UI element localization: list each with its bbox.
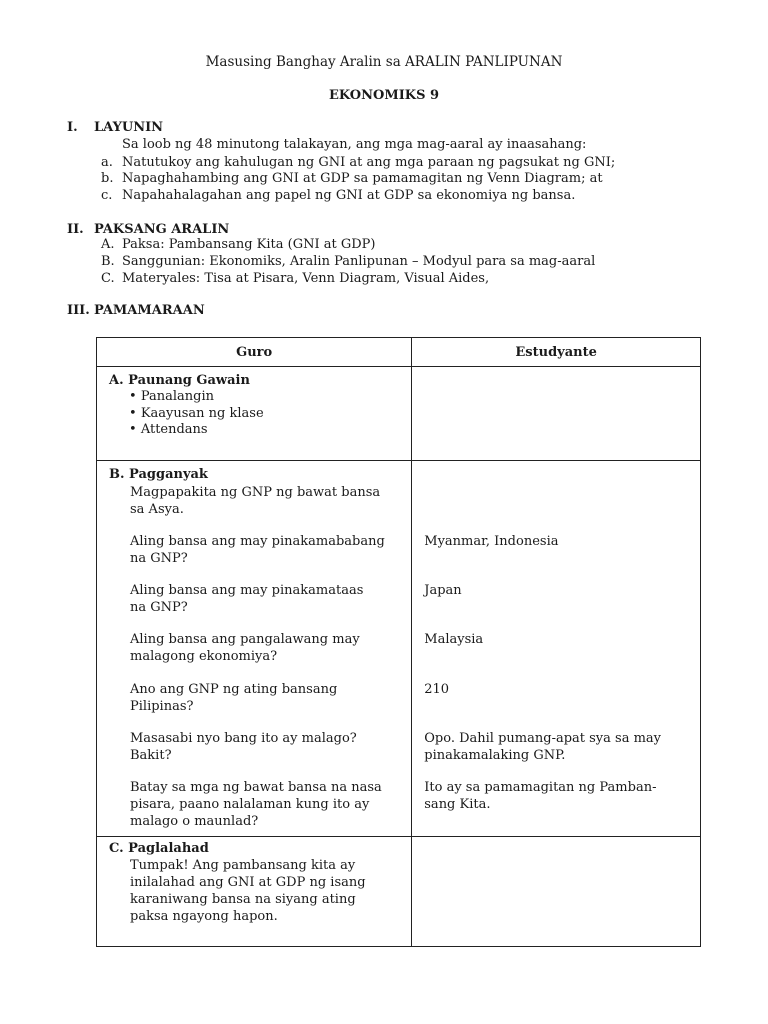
topic-item: Sanggunian: Ekonomiks, Aralin Panlipunan – Modyul para sa mag-aaral <box>122 254 596 269</box>
question: Aling bansa ang may pinakamataas na GNP? <box>130 583 364 615</box>
question: Aling bansa ang pangalawang may malagong ekonomiya? <box>130 632 360 664</box>
answer: Ito ay sa pamamagitan ng Pamban- sang Kita. <box>424 780 657 812</box>
question: Ano ang GNP ng ating bansang Pilipinas? <box>130 682 338 714</box>
section-1-intro: Sa loob ng 48 minutong talakayan, ang mga mag-aaral ay inaasahang: <box>122 137 587 152</box>
procedure-table <box>96 337 701 947</box>
topic-item: Paksa: Pambansang Kita (GNI at GDP) <box>122 237 376 252</box>
teacher-cell-a <box>97 367 412 461</box>
part-b-heading: B. Pagganyak <box>109 467 208 482</box>
part-c-heading: C. Paglalahad <box>109 841 209 856</box>
section-2-heading: PAKSANG ARALIN <box>94 222 230 237</box>
question: Masasabi nyo bang ito ay malago? Bakit? <box>130 731 357 763</box>
column-header-teacher: Guro <box>97 338 412 367</box>
topic-marker: A. <box>101 237 115 252</box>
answer: Myanmar, Indonesia <box>424 534 559 549</box>
section-1-number: I. <box>67 120 78 135</box>
part-a-heading: A. Paunang Gawain <box>109 373 250 388</box>
table-row <box>97 461 701 837</box>
list-item: • Attendans <box>129 422 208 437</box>
document-subtitle: EKONOMIKS 9 <box>328 88 440 103</box>
teacher-cell-c <box>97 837 412 947</box>
table-row <box>97 367 701 461</box>
table-header-row <box>97 338 701 367</box>
objective-item: Natutukoy ang kahulugan ng GNI at ang mga paraan ng pagsukat ng GNI; <box>122 155 616 170</box>
table-row <box>97 837 701 947</box>
part-c-text: Tumpak! Ang pambansang kita ay inilalahad ang GNI at GDP ng isang karaniwang bansa na siyang ating paksa ngayong hapon. <box>130 858 366 924</box>
topic-marker: B. <box>101 254 115 269</box>
answer: Opo. Dahil pumang-apat sya sa may pinakamalaking GNP. <box>424 731 662 763</box>
section-1-heading: LAYUNIN <box>94 120 164 135</box>
teacher-cell-b <box>97 461 412 837</box>
answer: 210 <box>424 682 450 697</box>
student-cell-b <box>412 461 701 837</box>
list-item: • Panalangin <box>129 389 214 404</box>
column-header-student: Estudyante <box>412 338 701 367</box>
objective-marker: c. <box>101 188 113 203</box>
objective-marker: a. <box>101 155 113 170</box>
objective-marker: b. <box>101 171 114 186</box>
question: Batay sa mga ng bawat bansa na nasa pisara, paano nalalaman kung ito ay malago o maunlad? <box>130 780 382 829</box>
objective-item: Napahahalagahan ang papel ng GNI at GDP sa ekonomiya ng bansa. <box>122 188 576 203</box>
student-cell-c <box>412 837 701 947</box>
objective-item: Napaghahambing ang GNI at GDP sa pamamagitan ng Venn Diagram; at <box>122 171 603 186</box>
student-cell-a <box>412 367 701 461</box>
question: Aling bansa ang may pinakamababang na GNP? <box>130 534 385 566</box>
list-item: • Kaayusan ng klase <box>129 406 264 421</box>
answer: Malaysia <box>424 632 484 647</box>
document-title: Masusing Banghay Aralin sa ARALIN PANLIPUNAN <box>205 54 563 70</box>
section-2-number: II. <box>67 222 84 237</box>
part-b-intro: Magpapakita ng GNP ng bawat bansa sa Asya. <box>130 485 381 517</box>
answer: Japan <box>424 583 462 598</box>
section-3-heading: PAMAMARAAN <box>94 303 205 318</box>
topic-item: Materyales: Tisa at Pisara, Venn Diagram, Visual Aides, <box>122 271 490 286</box>
topic-marker: C. <box>101 271 115 286</box>
section-3-number: III. <box>67 303 90 318</box>
